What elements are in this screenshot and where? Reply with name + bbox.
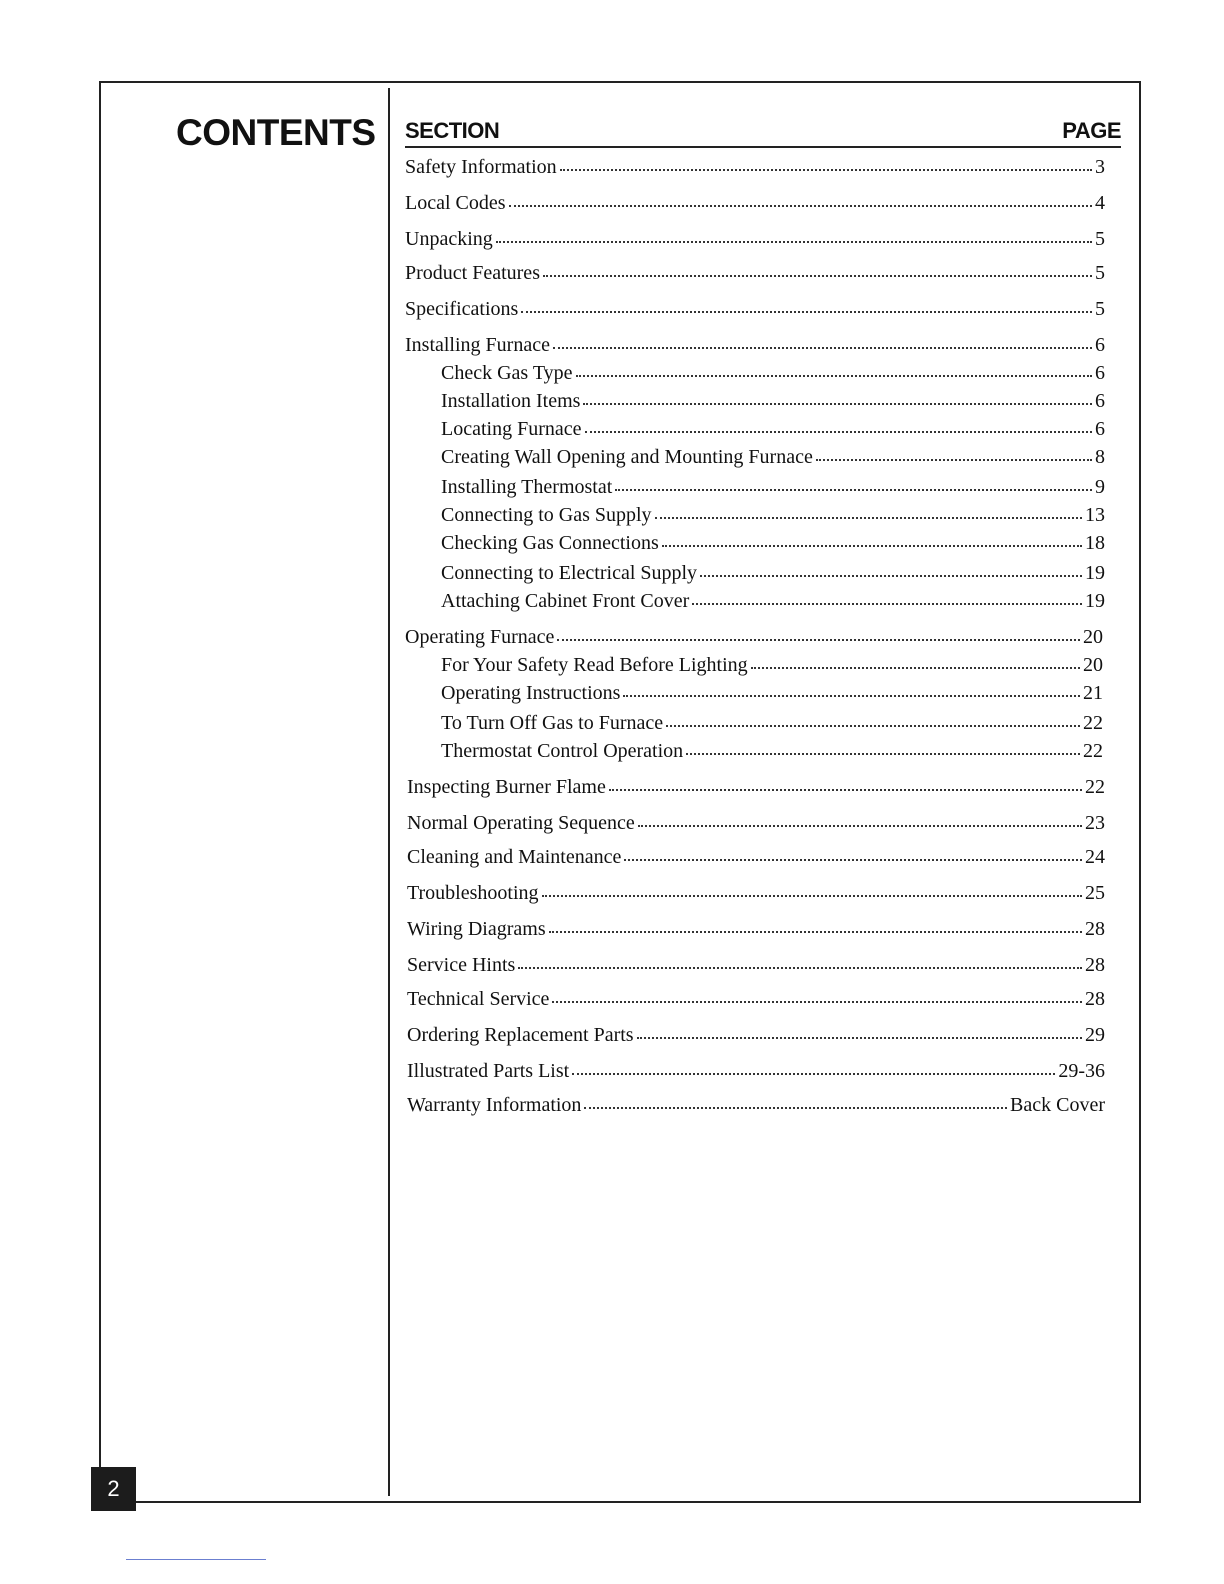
toc-entry (441, 502, 1105, 528)
toc-entry-label: Thermostat Control Operation (441, 740, 684, 762)
toc-entry-page: 6 (1095, 390, 1105, 412)
toc-entry-page: 6 (1095, 334, 1105, 356)
dot-leader (553, 343, 1092, 349)
toc-entry-page: 20 (1083, 654, 1103, 676)
table-of-contents (405, 112, 1121, 1116)
toc-entry-label: For Your Safety Read Before Lighting (441, 654, 748, 676)
column-divider (388, 88, 390, 1496)
dot-leader (692, 599, 1082, 605)
toc-entry-label: Safety Information (405, 156, 557, 178)
toc-entry-label: Product Features (405, 262, 540, 284)
toc-entry-page: 29-36 (1058, 1060, 1105, 1082)
toc-entry-label: Local Codes (405, 192, 506, 214)
toc-entry-label: Check Gas Type (441, 362, 573, 384)
page-column-header: PAGE (1062, 118, 1121, 143)
toc-entry-page: 5 (1095, 228, 1105, 250)
dot-leader (543, 271, 1092, 277)
toc-entry-label: Installing Thermostat (441, 476, 613, 498)
toc-entry-label: Illustrated Parts List (407, 1060, 570, 1082)
dot-leader (557, 635, 1080, 641)
toc-entry (441, 680, 1103, 706)
toc-entry-label: Wiring Diagrams (407, 918, 546, 940)
toc-entry-page: 13 (1085, 504, 1105, 526)
toc-entry-page: 28 (1085, 918, 1105, 940)
toc-entry (441, 388, 1105, 414)
toc-entry-page: 28 (1085, 954, 1105, 976)
toc-entry-label: Connecting to Electrical Supply (441, 562, 698, 584)
toc-entry-page: 9 (1095, 476, 1105, 498)
dot-leader (549, 927, 1082, 933)
toc-entry-label: Ordering Replacement Parts (407, 1024, 634, 1046)
toc-entry (405, 296, 1105, 322)
page-title: CONTENTS (176, 112, 376, 153)
toc-entry (407, 952, 1105, 978)
toc-entry (441, 416, 1105, 442)
toc-entry-label: Connecting to Gas Supply (441, 504, 652, 526)
dot-leader (609, 785, 1082, 791)
dot-leader (700, 571, 1082, 577)
toc-header (405, 112, 1121, 148)
dot-leader (509, 201, 1092, 207)
dot-leader (655, 513, 1082, 519)
dot-leader (560, 165, 1092, 171)
toc-entry (441, 444, 1105, 470)
toc-entry-page: 29 (1085, 1024, 1105, 1046)
dot-leader (666, 721, 1080, 727)
toc-entry-label: Locating Furnace (441, 418, 582, 440)
toc-entry-label: Operating Furnace (405, 626, 555, 648)
dot-leader (637, 1033, 1082, 1039)
section-column-header: SECTION (405, 118, 500, 143)
toc-entry (407, 1058, 1105, 1084)
toc-entry (407, 986, 1105, 1012)
toc-entry-page: 4 (1095, 192, 1105, 214)
dot-leader (572, 1069, 1055, 1075)
toc-entry (405, 624, 1103, 650)
toc-entry-label: To Turn Off Gas to Furnace (441, 712, 664, 734)
toc-entry (407, 880, 1105, 906)
dot-leader (518, 963, 1082, 969)
toc-entry-label: Attaching Cabinet Front Cover (441, 590, 690, 612)
toc-entry (407, 916, 1105, 942)
toc-entry-page: 22 (1083, 740, 1103, 762)
toc-entry (407, 1092, 1105, 1118)
page-number-badge: 2 (91, 1467, 136, 1511)
dot-leader (521, 307, 1092, 313)
toc-entry-page: 6 (1095, 418, 1105, 440)
toc-entry-label: Cleaning and Maintenance (407, 846, 622, 868)
toc-entry (441, 738, 1103, 764)
toc-entry-page: 3 (1095, 156, 1105, 178)
toc-entry (441, 710, 1103, 736)
toc-entry-label: Operating Instructions (441, 682, 621, 704)
toc-entry-page: 19 (1085, 562, 1105, 584)
dot-leader (816, 455, 1092, 461)
toc-entry-label: Checking Gas Connections (441, 532, 659, 554)
toc-entry (405, 154, 1105, 180)
toc-entry-label: Troubleshooting (407, 882, 539, 904)
toc-entry-label: Normal Operating Sequence (407, 812, 635, 834)
toc-entry-label: Service Hints (407, 954, 516, 976)
dot-leader (576, 371, 1092, 377)
toc-entry (407, 810, 1105, 836)
toc-entry (407, 1022, 1105, 1048)
toc-entry-page: 28 (1085, 988, 1105, 1010)
toc-entry-label: Installing Furnace (405, 334, 550, 356)
toc-entry-page: 25 (1085, 882, 1105, 904)
toc-entry (441, 360, 1105, 386)
toc-entry (405, 332, 1105, 358)
toc-entry-label: Technical Service (407, 988, 550, 1010)
toc-entry (405, 226, 1105, 252)
toc-entry-page: 24 (1085, 846, 1105, 868)
dot-leader (686, 749, 1080, 755)
dot-leader (585, 427, 1093, 433)
toc-entry-page: 20 (1083, 626, 1103, 648)
dot-leader (542, 891, 1082, 897)
toc-entry (441, 652, 1103, 678)
dot-leader (552, 997, 1082, 1003)
toc-entry (405, 260, 1105, 286)
toc-entry-page: 22 (1085, 776, 1105, 798)
toc-entry-page: 18 (1085, 532, 1105, 554)
toc-entry-page: 5 (1095, 262, 1105, 284)
toc-entry-page: 8 (1095, 446, 1105, 468)
footer-rule (126, 1559, 266, 1560)
dot-leader (662, 541, 1082, 547)
toc-entry (441, 530, 1105, 556)
toc-entry-page: 19 (1085, 590, 1105, 612)
toc-entry-page: 6 (1095, 362, 1105, 384)
toc-entry (441, 560, 1105, 586)
toc-entry-label: Creating Wall Opening and Mounting Furnace (441, 446, 813, 468)
toc-entry-page: Back Cover (1010, 1094, 1105, 1116)
toc-entry-label: Inspecting Burner Flame (407, 776, 606, 798)
toc-entry-label: Unpacking (405, 228, 493, 250)
dot-leader (615, 485, 1092, 491)
toc-entry-page: 21 (1083, 682, 1103, 704)
toc-entry-label: Warranty Information (407, 1094, 582, 1116)
dot-leader (623, 691, 1080, 697)
toc-entry-page: 22 (1083, 712, 1103, 734)
toc-entry-page: 5 (1095, 298, 1105, 320)
toc-entry (441, 588, 1105, 614)
dot-leader (624, 855, 1082, 861)
dot-leader (496, 237, 1092, 243)
dot-leader (751, 663, 1080, 669)
toc-entry-label: Specifications (405, 298, 519, 320)
toc-entry-page: 23 (1085, 812, 1105, 834)
dot-leader (638, 821, 1082, 827)
dot-leader (583, 399, 1092, 405)
toc-entry-label: Installation Items (441, 390, 581, 412)
toc-entry (407, 774, 1105, 800)
toc-entry (405, 190, 1105, 216)
dot-leader (584, 1103, 1007, 1109)
toc-entry (407, 844, 1105, 870)
toc-entry (441, 474, 1105, 500)
